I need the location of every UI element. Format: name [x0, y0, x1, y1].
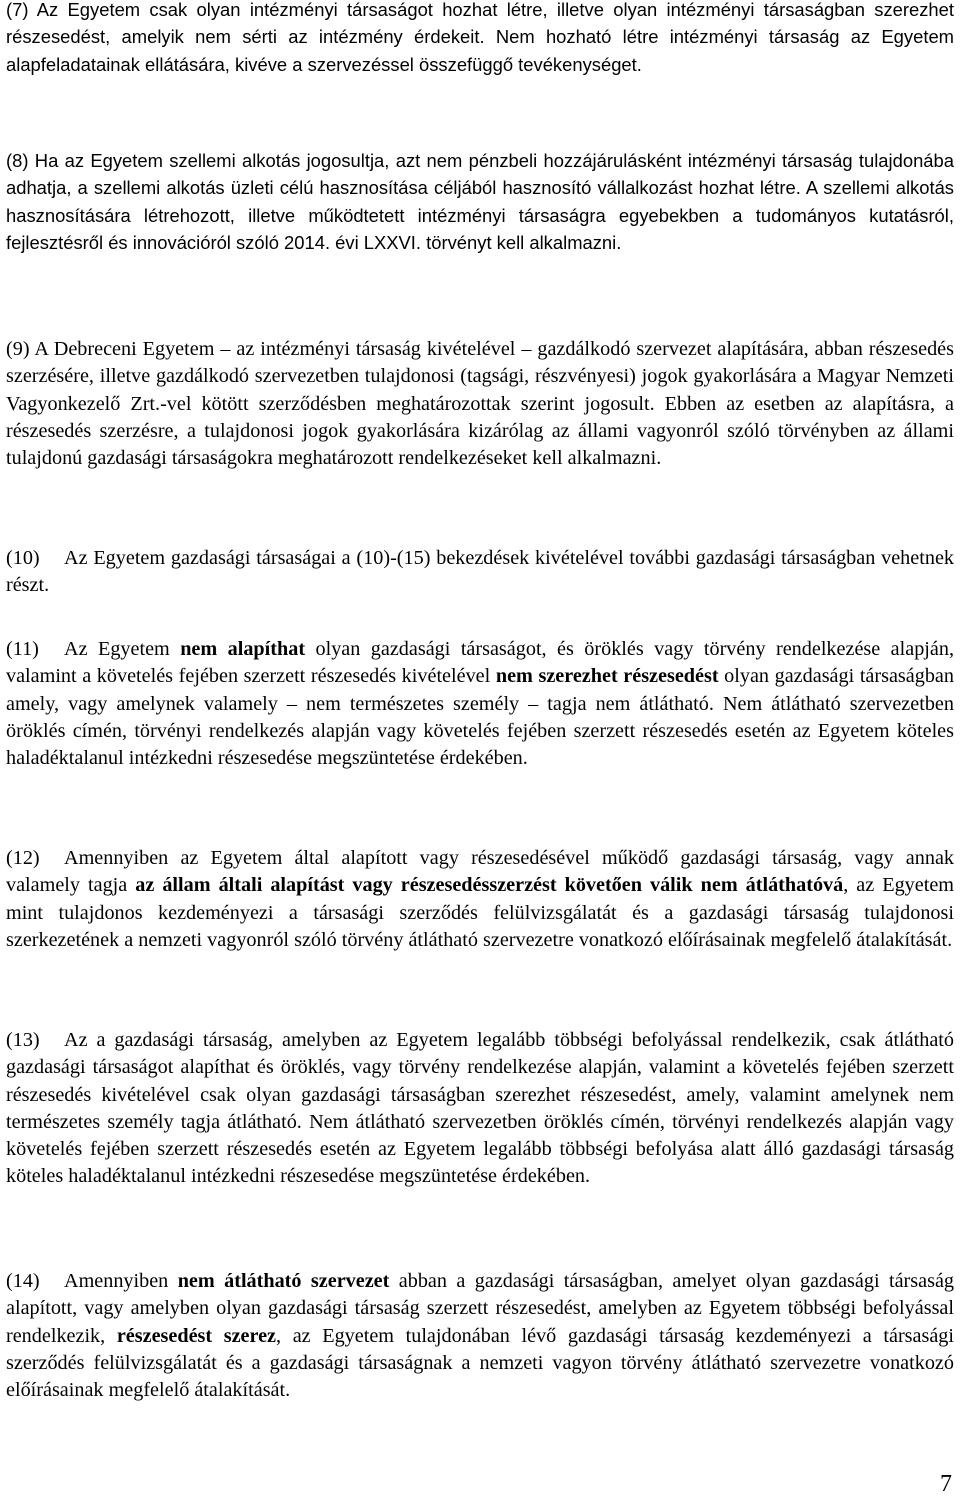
bold-text-segment: nem szerezhet részesedést: [495, 665, 719, 688]
paragraph-7: [6, 0, 954, 78]
paragraph-14: [6, 1268, 954, 1404]
text-segment: Nem hozható létre intézményi társaság az Egyetem alapfeladatainak ellátására, kivéve a szervezéssel összefüggő tevékenységet.: [6, 26, 954, 75]
paragraph-number: (14): [6, 1270, 40, 1292]
page-number: 7: [940, 1471, 952, 1497]
text-segment: Az Egyetem gazdasági társaságai a (10)-(15) bekezdések kivételével további gazdasági társaságban vehetnek részt.: [6, 547, 954, 597]
paragraph-10: [6, 545, 954, 600]
paragraph-8: [6, 147, 954, 256]
text-segment: abban a gazdasági társaságban, amelyet olyan gazdasági társaság alapított, vagy amelyben olyan gazdasági társaság szerzett részesedést, amelyben az Egyetem többségi befolyással rendelkezik,: [6, 1270, 954, 1347]
text-segment: Az Egyetem: [64, 638, 181, 660]
text-segment: , az Egyetem mint tulajdonos kezdeményezi a társasági szerződés felülvizsgálatát és a gazdasági társaság tulajdonosi szerkezetének a nemzeti vagyonról szóló törvény átlátható szervezetre vonatkozó előírásainak megfelelő átalakítását.: [6, 874, 954, 951]
text-segment: (9) A Debreceni Egyetem – az intézményi társaság kivételével – gazdálkodó szervezet alapítására, abban részesedés szerzésére, illetve gazdálkodó szervezetben tulajdonosi (tagsági, részvényesi) jogok gyakorlására a Magyar Nemzeti Vagyonkezelő Zrt.-vel kötött szerződésben meghatározottak szerint jogosult. Ebben az esetben az alapításra, a részesedés szerzésre, a tulajdonosi jogok gyakorlására kizárólag az állami vagyonról szóló törvényben az állami tulajdonú gazdasági társaságokra meghatározott rendelkezéseket kell alkalmazni.: [6, 338, 954, 470]
paragraph-number: (12): [6, 847, 40, 869]
bold-text-segment: nem átlátható szervezet: [177, 1270, 390, 1292]
paragraph-12: [6, 845, 954, 954]
bold-text-segment: nem alapíthat: [180, 638, 306, 660]
text-segment: , az Egyetem tulajdonában lévő gazdasági társaság kezdeményezi a társasági szerződés felülvizsgálatát és a gazdasági társaságnak a nemzeti vagyon törvény átlátható szervezetre vonatkozó előírásainak megfelelő átalakítását.: [6, 1324, 955, 1402]
paragraph-9: [6, 336, 954, 472]
bold-text-segment: részesedést szerez: [116, 1324, 277, 1347]
text-segment: olyan gazdasági társaságot, és öröklés vagy törvény rendelkezése alapján, valamint a követelés fejében szerzett részesedés kivételével: [6, 638, 954, 688]
text-segment: olyan gazdasági társaságban amely, vagy amelynek valamely – nem természetes személy – tagja nem átlátható. Nem átlátható szervezetben öröklés címén, törvényi rendelkezés alapján vagy követelés fejében szerzett részesedés esetén az Egyetem köteles haladéktalanul intézkedni részesedése megszüntetése érdekében.: [6, 665, 954, 770]
text-segment: Amennyiben: [64, 1270, 178, 1292]
text-segment: Amennyiben az Egyetem által alapított vagy részesedésével működő gazdasági társaság, vagy annak valamely tagja: [6, 847, 954, 897]
paragraph-13: [6, 1027, 954, 1191]
paragraph-number: (13): [6, 1029, 40, 1051]
text-segment: Az a gazdasági társaság, amelyben az Egyetem legalább többségi befolyással rendelkezik, csak átlátható gazdasági társaságot alapíthat és öröklés, vagy törvény rendelkezése alapján, valamint a követelés fejében szerzett részesedés kivételével csak olyan gazdasági társaságban szerezhet részesedést, amely, valamint amelynek nem természetes személy tagja átlátható. Nem átlátható szervezetben öröklés címén, törvényi rendelkezés alapján vagy követelés fejében szerzett részesedés esetén az Egyetem legalább többségi befolyása alatt álló gazdasági társaság köteles haladéktalanul intézkedni részesedése megszüntetése érdekében.: [6, 1029, 954, 1188]
paragraph-11: [6, 636, 954, 772]
paragraph-number: (10): [6, 547, 40, 569]
bold-text-segment: az állam általi alapítást vagy részesedésszerzést követően válik nem átláthatóvá: [135, 874, 844, 897]
text-segment: (8) Ha az Egyetem szellemi alkotás jogosultja, azt nem pénzbeli hozzájárulásként intézményi társaság tulajdonába adhatja, a szellemi alkotás üzleti célú hasznosítása céljából hasznosító vállalkozást hozhat létre.: [6, 150, 954, 199]
text-segment: A szellemi alkotás hasznosítására létrehozott, illetve működtetett intézményi társaságra egyebekben a tudományos kutatásról, fejlesztésről és innovációról szóló 2014. évi LXXVI. törvényt kell alkalmazni.: [6, 177, 954, 253]
paragraph-number: (11): [6, 638, 39, 660]
text-segment: (7) Az Egyetem csak olyan intézményi társaságot hozhat létre, illetve olyan intézményi társaságban szerezhet részesedést, amelyik nem sérti az intézmény érdekeit.: [6, 0, 954, 48]
